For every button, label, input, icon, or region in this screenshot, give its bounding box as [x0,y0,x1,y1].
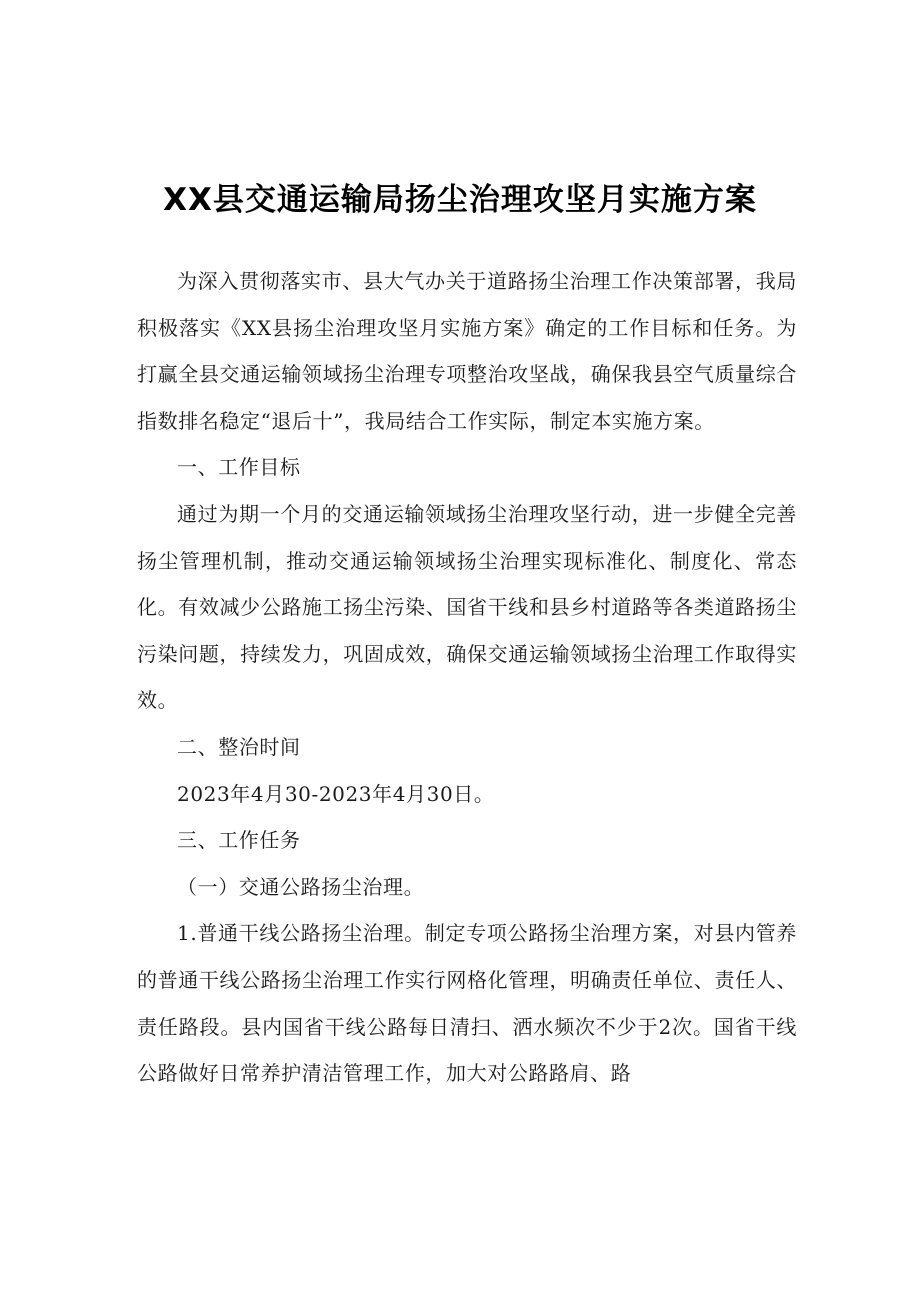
subsection-heading-road-dust: （一）交通公路扬尘治理。 [177,874,425,899]
document-title: XX县交通运输局扬尘治理攻坚月实施方案 [163,182,757,218]
document-body [137,258,797,1097]
intro-paragraph: 为深入贯彻落实市、县大气办关于道路扬尘治理工作决策部署，我局积极落实《XX县扬尘治理攻坚月实施方案》确定的工作目标和任务。为打赢全县交通运输领域扬尘治理专项整治攻坚战，确保我县空气质量综合指数排名稳定“退后十”，我局结合工作实际，制定本实施方案。 [137,269,797,433]
section-heading-tasks: 三、工作任务 [177,828,301,853]
section-heading-period: 二、整治时间 [177,734,301,759]
period-paragraph: 2023年4月30-2023年4月30日。 [177,781,495,806]
task-paragraph-1: 1.普通干线公路扬尘治理。制定专项公路扬尘治理方案，对县内管养的普通干线公路扬尘治理工作实行网格化管理，明确责任单位、责任人、责任路段。县内国省干线公路每日清扫、洒水频次不少于2次。国省干线公路做好日常养护清洁管理工作，加大对公路路肩、路 [137,921,797,1086]
goals-paragraph: 通过为期一个月的交通运输领域扬尘治理攻坚行动，进一步健全完善扬尘管理机制，推动交通运输领域扬尘治理实现标准化、制度化、常态化。有效减少公路施工扬尘污染、国省干线和县乡村道路等各类道路扬尘污染问题，持续发力，巩固成效，确保交通运输领域扬尘治理工作取得实效。 [137,501,797,713]
section-heading-goals: 一、工作目标 [177,455,301,480]
